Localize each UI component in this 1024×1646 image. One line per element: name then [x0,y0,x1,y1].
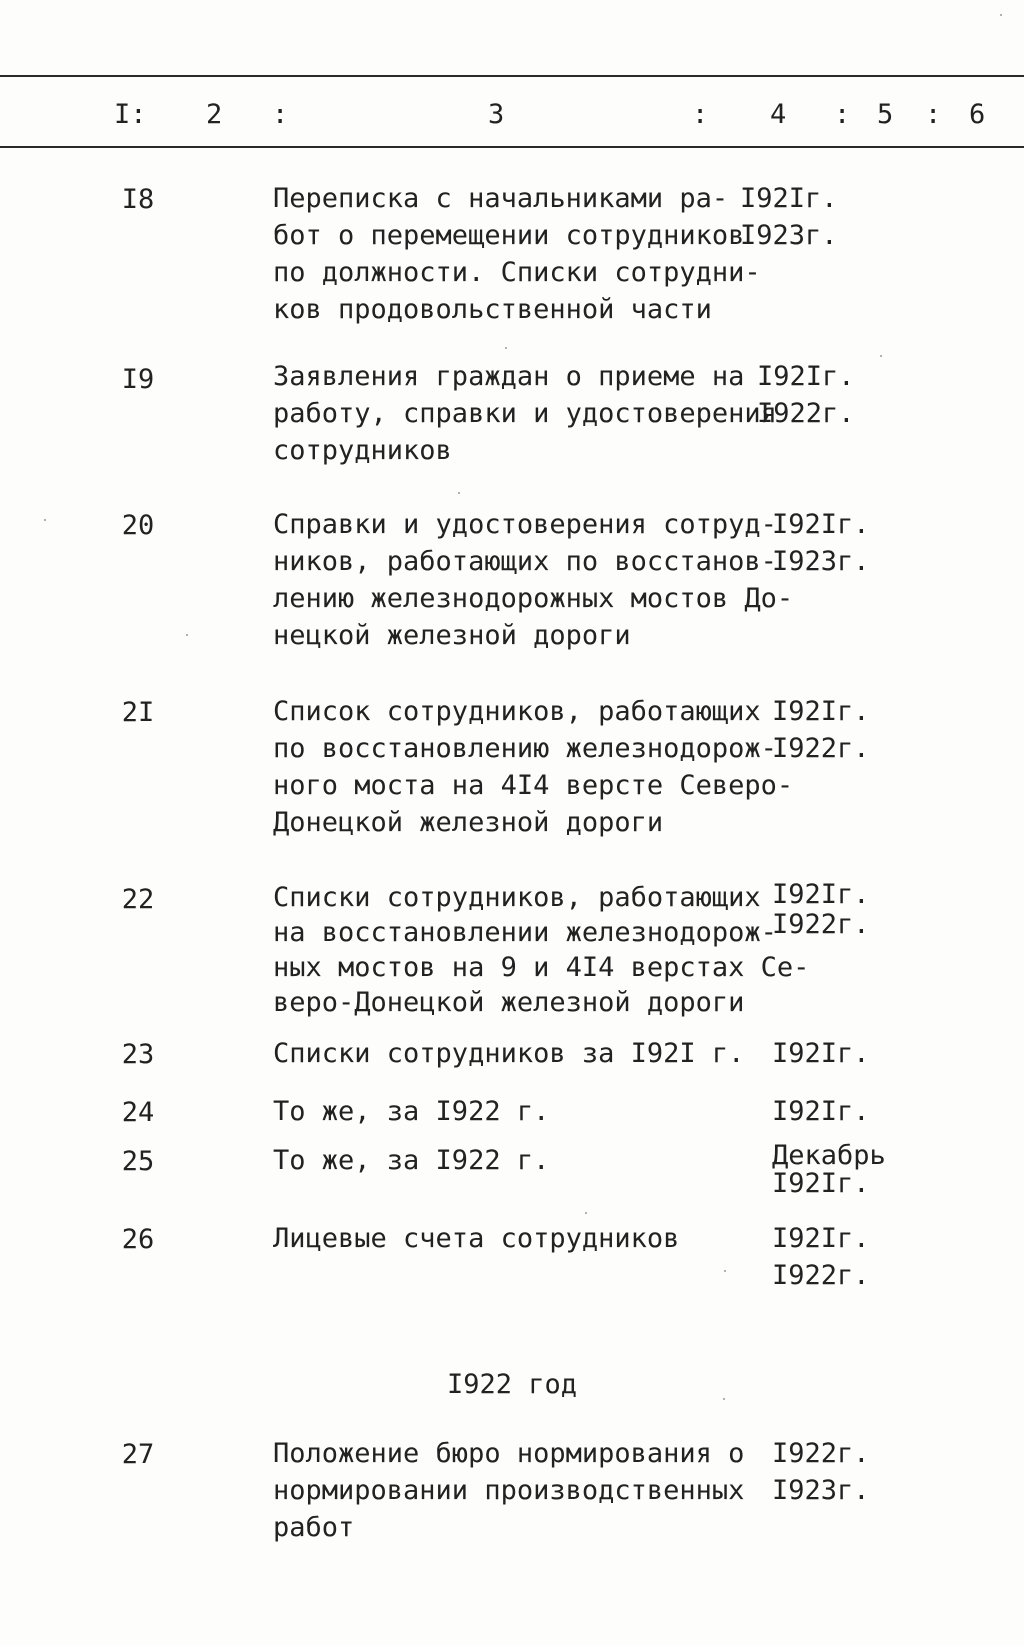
item-dates: I92Iг. I922г. [772,1223,870,1291]
item-description: Заявления граждан о приеме на работу, справки и удостоверения сотрудников [273,361,777,466]
column-1-label: I: [114,99,147,130]
item-dates: I92Iг. [772,1096,870,1127]
item-dates: I92Iг. I922г. [772,696,870,764]
scan-speck [723,1398,725,1400]
scan-speck [44,519,46,521]
item-number: 25 [121,1146,155,1177]
column-3-label: 3 [488,99,505,130]
item-number: 26 [121,1224,155,1255]
item-description: Списки сотрудников, работающих на восстановлении железнодорож- ных мостов на 9 и 4I4 верстах Се- веро-Донецкой железной дороги [273,882,810,1018]
scan-speck [585,1212,587,1214]
scan-speck [186,634,188,636]
item-description: Положение бюро нормирования о нормировании производственных работ [273,1438,745,1543]
item-description: Переписка с начальниками ра- бот о перемещении сотрудников по должности. Списки сотрудни- ков продовольственной части [273,183,761,325]
item-dates: I92Iг. I923г. [772,509,870,577]
item-description: Список сотрудников, работающих по восстановлению железнодорож- ного моста на 4I4 версте Северо- Донецкой железной дороги [273,696,794,838]
table-header-bottom-rule [0,146,1024,148]
item-description: Лицевые счета сотрудников [273,1223,680,1254]
item-number: 24 [121,1097,155,1128]
item-dates: I92Iг. I922г. [772,879,870,940]
scan-speck [458,492,460,494]
item-number: 2I [121,697,155,728]
column-separator: : [834,99,851,130]
item-number: 27 [121,1439,155,1470]
item-dates: Декабрь I92Iг. [772,1140,886,1199]
item-dates: I922г. I923г. [772,1438,870,1506]
scan-speck [724,1270,726,1272]
column-6-label: 6 [969,99,986,130]
column-4-label: 4 [770,99,787,130]
column-separator: : [692,99,709,130]
item-description: То же, за I922 г. [273,1096,550,1127]
table-header-top-rule [0,75,1024,77]
item-dates: I92Iг. I922г. [757,361,855,429]
item-dates: I92Iг. I923г. [740,183,838,251]
item-number: 22 [121,884,155,915]
column-separator: : [925,99,942,130]
item-number: I8 [121,184,155,215]
column-2-label: 2 [206,99,223,130]
scan-speck [880,355,882,357]
item-number: 23 [121,1039,155,1070]
scan-speck [1000,14,1002,16]
item-description: То же, за I922 г. [273,1145,550,1176]
column-5-label: 5 [877,99,894,130]
scan-speck [505,347,507,349]
item-description: Списки сотрудников за I92I г. [273,1038,745,1069]
item-number: 20 [121,510,155,541]
year-section-heading: I922 год [446,1369,578,1400]
item-dates: I92Iг. [772,1038,870,1069]
item-description: Справки и удостоверения сотруд- ников, работающих по восстанов- лению железнодорожных мостов До- нецкой железной дороги [273,509,794,651]
item-number: I9 [121,364,155,395]
column-separator: : [272,99,289,130]
